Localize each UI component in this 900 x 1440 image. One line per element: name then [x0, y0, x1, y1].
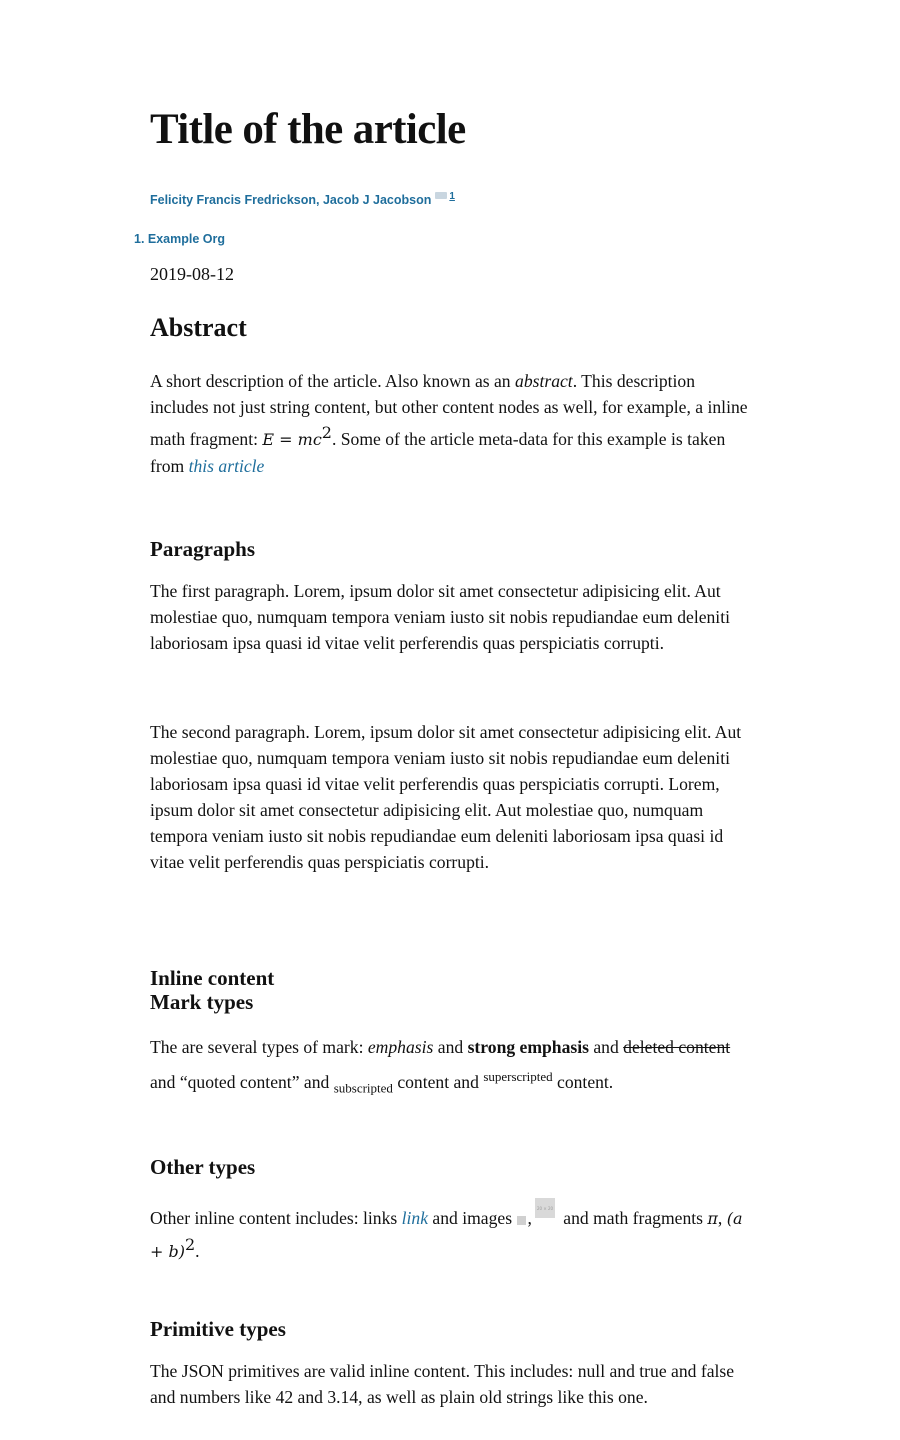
other-types-paragraph — [150, 1198, 750, 1265]
quoted-mark: “quoted content” — [179, 1071, 300, 1092]
affiliation: 1. Example Org — [134, 232, 226, 246]
mark-text: and — [433, 1037, 468, 1057]
emphasis-mark: emphasis — [367, 1037, 434, 1057]
other-text: and images — [428, 1208, 517, 1228]
mark-text: and — [299, 1071, 334, 1092]
affiliation-marker[interactable]: 1 — [449, 191, 455, 202]
mark-text: and — [588, 1037, 624, 1057]
mark-text: The are several types of mark: — [150, 1037, 368, 1057]
second-paragraph: The second paragraph. Lorem, ipsum dolor sit amet consectetur adipisicing elit. Aut molestiae quo, numquam tempora veniam iusto sit nobis repudiandae eum deleniti laboriosam ipsa quasi id vitae velit perferendis quas perspiciatis corrupti. Lorem, ipsum dolor sit amet consectetur adipisicing elit. Aut molestiae quo, numquam tempora veniam iusto sit nobis repudiandae eum deleniti laboriosam ipsa quasi id vitae velit perferendis quas perspiciatis corrupti. — [150, 722, 742, 872]
math-operator: = — [274, 429, 298, 449]
mark-types-heading: Mark types — [150, 990, 254, 1014]
abstract-heading: Abstract — [150, 313, 247, 342]
image-placeholder-label: 20 × 20 — [536, 1206, 553, 1211]
inline-image-placeholder — [535, 1198, 555, 1218]
mark-text: and — [150, 1071, 180, 1092]
abstract-text-part: . This description includes not just string content, but other content nodes as well, for example, a inline math fragment: — [150, 371, 748, 449]
mark-text: content. — [552, 1071, 614, 1092]
author-names[interactable]: Felicity Francis Fredrickson, Jacob J Jacobson — [150, 193, 432, 207]
math-exponent: 2 — [321, 423, 332, 442]
mark-text: content and — [392, 1071, 484, 1092]
orcid-icon[interactable] — [435, 192, 447, 199]
primitive-types-paragraph: The JSON primitives are valid inline content. This includes: null and true and false and numbers like 42 and 3.14, as well as plain old strings like this one. — [150, 1361, 735, 1407]
other-text: Other inline content includes: links — [150, 1208, 402, 1228]
abstract-text-part: A short description of the article. Also known as an — [150, 371, 516, 391]
math-formula: (a + b) — [150, 1209, 743, 1261]
mark-types-paragraph — [150, 1032, 750, 1103]
strong-mark: strong emphasis — [467, 1037, 589, 1057]
other-text: and math fragments — [558, 1208, 708, 1228]
math-pi: π — [707, 1209, 718, 1228]
other-text: , — [527, 1208, 532, 1228]
inline-image-small — [517, 1216, 526, 1225]
math-variable: E — [262, 429, 275, 449]
abstract-emphasis: abstract — [515, 371, 573, 391]
abstract-text — [150, 368, 750, 479]
primitive-types-heading: Primitive types — [150, 1317, 286, 1341]
paragraphs-heading: Paragraphs — [150, 537, 255, 561]
other-text: . — [195, 1240, 200, 1261]
image-placeholder-icon — [535, 1198, 555, 1218]
other-types-heading: Other types — [150, 1155, 256, 1179]
math-variable: mc — [297, 429, 322, 449]
abstract-source-link[interactable]: this article — [188, 455, 265, 476]
article-title: Title of the article — [150, 106, 466, 153]
inline-link[interactable]: link — [401, 1208, 429, 1228]
first-paragraph: The first paragraph. Lorem, ipsum dolor sit amet consectetur adipisicing elit. Aut molestiae quo, numquam tempora veniam iusto sit nobis repudiandae eum deleniti laboriosam ipsa quasi id vitae velit perferendis quas perspiciatis corrupti. — [150, 581, 730, 653]
publication-date: 2019-08-12 — [150, 264, 234, 284]
author-list — [150, 188, 750, 209]
abstract-text-part: . Some of the article meta-data for this example is taken from — [150, 428, 726, 476]
superscript-mark: superscripted — [483, 1069, 553, 1084]
deleted-mark: deleted content — [623, 1037, 731, 1057]
subscript-mark: subscripted — [333, 1080, 393, 1096]
inline-content-heading: Inline content — [150, 966, 275, 990]
other-text: , — [717, 1208, 727, 1228]
math-exponent: 2 — [184, 1235, 196, 1254]
